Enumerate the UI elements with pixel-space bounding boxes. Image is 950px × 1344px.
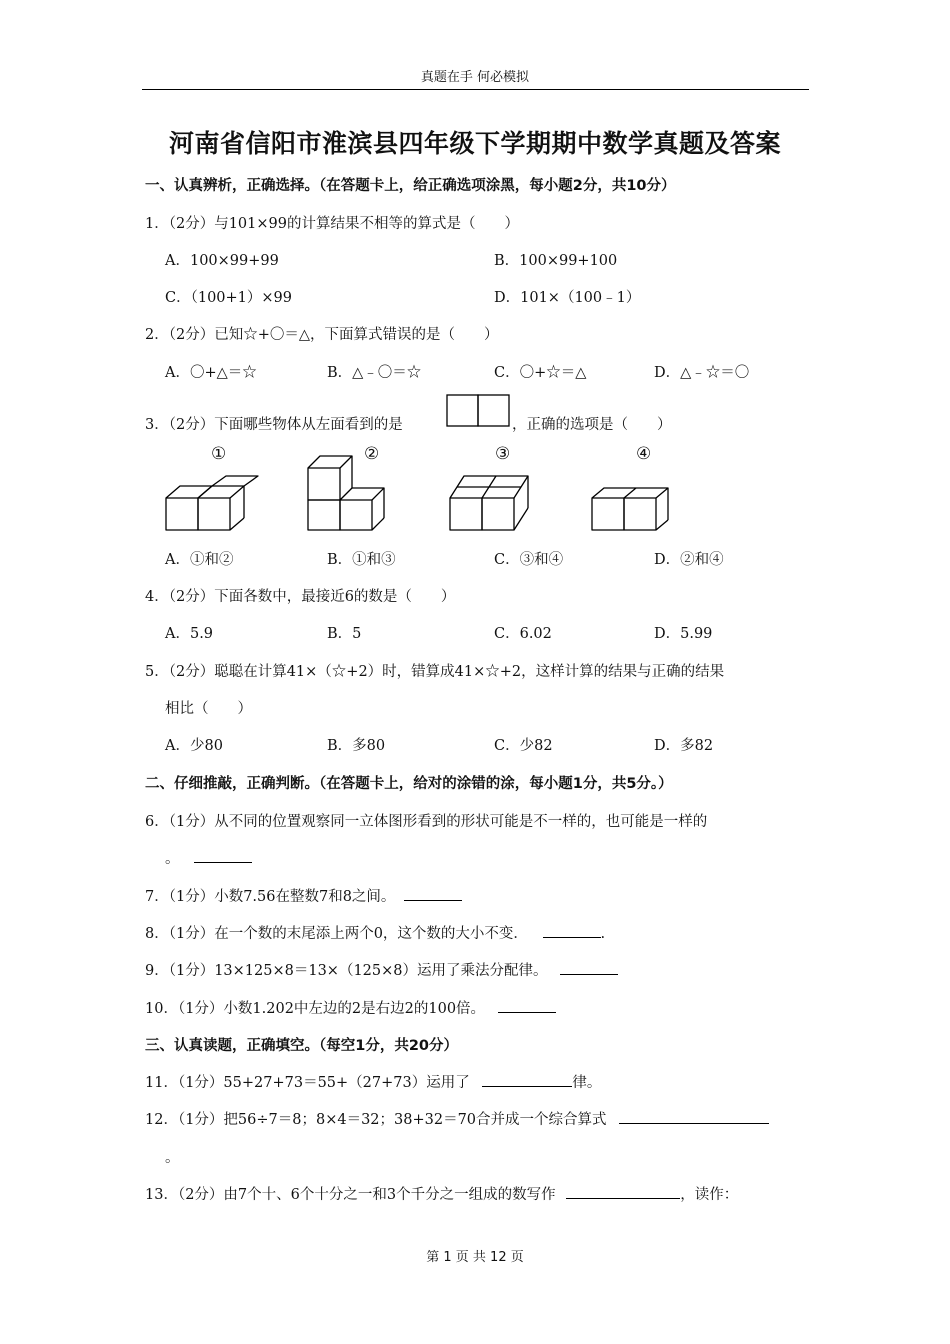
q2-option-a: A．〇+△＝☆ (165, 365, 257, 381)
q1-option-c: C．（100+1）×99 (165, 290, 292, 306)
q10-stem: 10．（1分）小数1.202中左边的2是右边2的100倍。 (145, 1001, 486, 1017)
q12-line (145, 1108, 769, 1129)
q2-option-c: C．〇+☆＝△ (494, 365, 587, 381)
header-divider (142, 89, 809, 90)
q1-option-d: D．101×（100﹣1） (494, 290, 641, 306)
q12-answer-blank[interactable] (619, 1109, 769, 1124)
q8-stem: 8．（1分）在一个数的末尾添上两个0，这个数的大小不变． (145, 926, 528, 942)
page-footer: 第 1 页 共 12 页 (426, 1250, 524, 1265)
q4-stem: 4．（2分）下面各数中，最接近6的数是（ ） (145, 589, 456, 605)
q5-stem-line-1: 5．（2分）聪聪在计算41×（☆+2）时，错算成41×☆+2，这样计算的结果与正确的结果 (145, 664, 725, 680)
figure-label-3: ③ (495, 444, 511, 464)
page-title: 河南省信阳市淮滨县四年级下学期期中数学真题及答案 (168, 129, 781, 158)
q11-line (145, 1071, 601, 1092)
q2-option-d: D．△﹣☆＝〇 (654, 365, 750, 381)
q8-line (145, 922, 605, 943)
section-3-heading: 三、认真读题，正确填空。（每空1分，共20分） (145, 1038, 459, 1054)
q1-option-a: A．100×99+99 (165, 253, 279, 269)
q13-tail: ，读作： (680, 1187, 739, 1203)
q3-option-b: B．①和③ (327, 552, 396, 568)
q13-stem: 13．（2分）由7个十、6个十分之一和3个千分之一组成的数写作 (145, 1187, 556, 1203)
q13-answer-blank[interactable] (566, 1184, 680, 1199)
q3-option-c: C．③和④ (494, 552, 564, 568)
q12-stem: 12．（1分）把56÷7＝8；8×4＝32；38+32＝70合并成一个综合算式 (145, 1112, 607, 1128)
q4-option-a: A．5.9 (165, 626, 214, 642)
q4-option-b: B．5 (327, 626, 362, 642)
q7-stem: 7．（1分）小数7.56在整数7和8之间。 (145, 889, 396, 905)
cube-figure-4 (590, 486, 670, 536)
figure-label-1: ① (211, 444, 227, 464)
q5-stem-line-2: 相比（ ） (165, 701, 252, 717)
q6-period: 。 (165, 851, 180, 867)
q8-tail: . (600, 926, 606, 942)
section-2-heading: 二、仔细推敲，正确判断。（在答题卡上，给对的涂错的涂，每小题1分，共5分。） (145, 776, 673, 792)
q6-stem-line-2 (165, 847, 252, 868)
q7-line (145, 885, 462, 906)
q8-answer-blank[interactable] (543, 923, 601, 938)
q5-option-d: D．多82 (654, 738, 714, 754)
q2-stem: 2．（2分）已知☆+〇＝△，下面算式错误的是（ ） (145, 327, 499, 343)
q12-line-2: 。 (165, 1150, 180, 1166)
cube-figure-2 (306, 454, 386, 534)
q7-answer-blank[interactable] (404, 886, 462, 901)
figure-label-4: ④ (636, 444, 652, 464)
q9-stem: 9．（1分）13×125×8＝13×（125×8）运用了乘法分配律。 (145, 963, 548, 979)
page-header: 真题在手 何必模拟 (420, 70, 530, 85)
cube-figure-3 (448, 474, 538, 534)
q11-stem: 11．（1分）55+27+73＝55+（27+73）运用了 (145, 1075, 470, 1091)
q6-answer-blank[interactable] (194, 848, 252, 863)
q9-line (145, 959, 618, 980)
q5-option-a: A．少80 (165, 738, 223, 754)
figure-label-2: ② (364, 444, 380, 464)
left-view-figure (446, 394, 510, 428)
q5-option-b: B．多80 (327, 738, 386, 754)
q6-stem-line-1: 6．（1分）从不同的位置观察同一立体图形看到的形状可能是不一样的，也可能是一样的 (145, 814, 708, 830)
q11-answer-blank[interactable] (482, 1072, 572, 1087)
q13-line (145, 1183, 738, 1204)
q4-option-c: C．6.02 (494, 626, 552, 642)
q9-answer-blank[interactable] (560, 960, 618, 975)
q3-option-a: A．①和② (165, 552, 234, 568)
q10-line (145, 997, 556, 1018)
q11-tail: 律。 (572, 1075, 602, 1091)
q2-option-b: B．△﹣〇＝☆ (327, 365, 422, 381)
q4-option-d: D．5.99 (654, 626, 713, 642)
q5-option-c: C．少82 (494, 738, 553, 754)
cube-figure-1 (164, 474, 254, 534)
q3-option-d: D．②和④ (654, 552, 724, 568)
q1-option-b: B．100×99+100 (494, 253, 618, 269)
section-1-heading: 一、认真辨析，正确选择。（在答题卡上，给正确选项涂黑，每小题2分，共10分） (145, 178, 676, 194)
q1-stem: 1．（2分）与101×99的计算结果不相等的算式是（ ） (145, 216, 519, 232)
q3-stem-after: ，正确的选项是（ ） (512, 417, 672, 433)
q3-stem-before: 3．（2分）下面哪些物体从左面看到的是 (145, 417, 403, 433)
q10-answer-blank[interactable] (498, 998, 556, 1013)
